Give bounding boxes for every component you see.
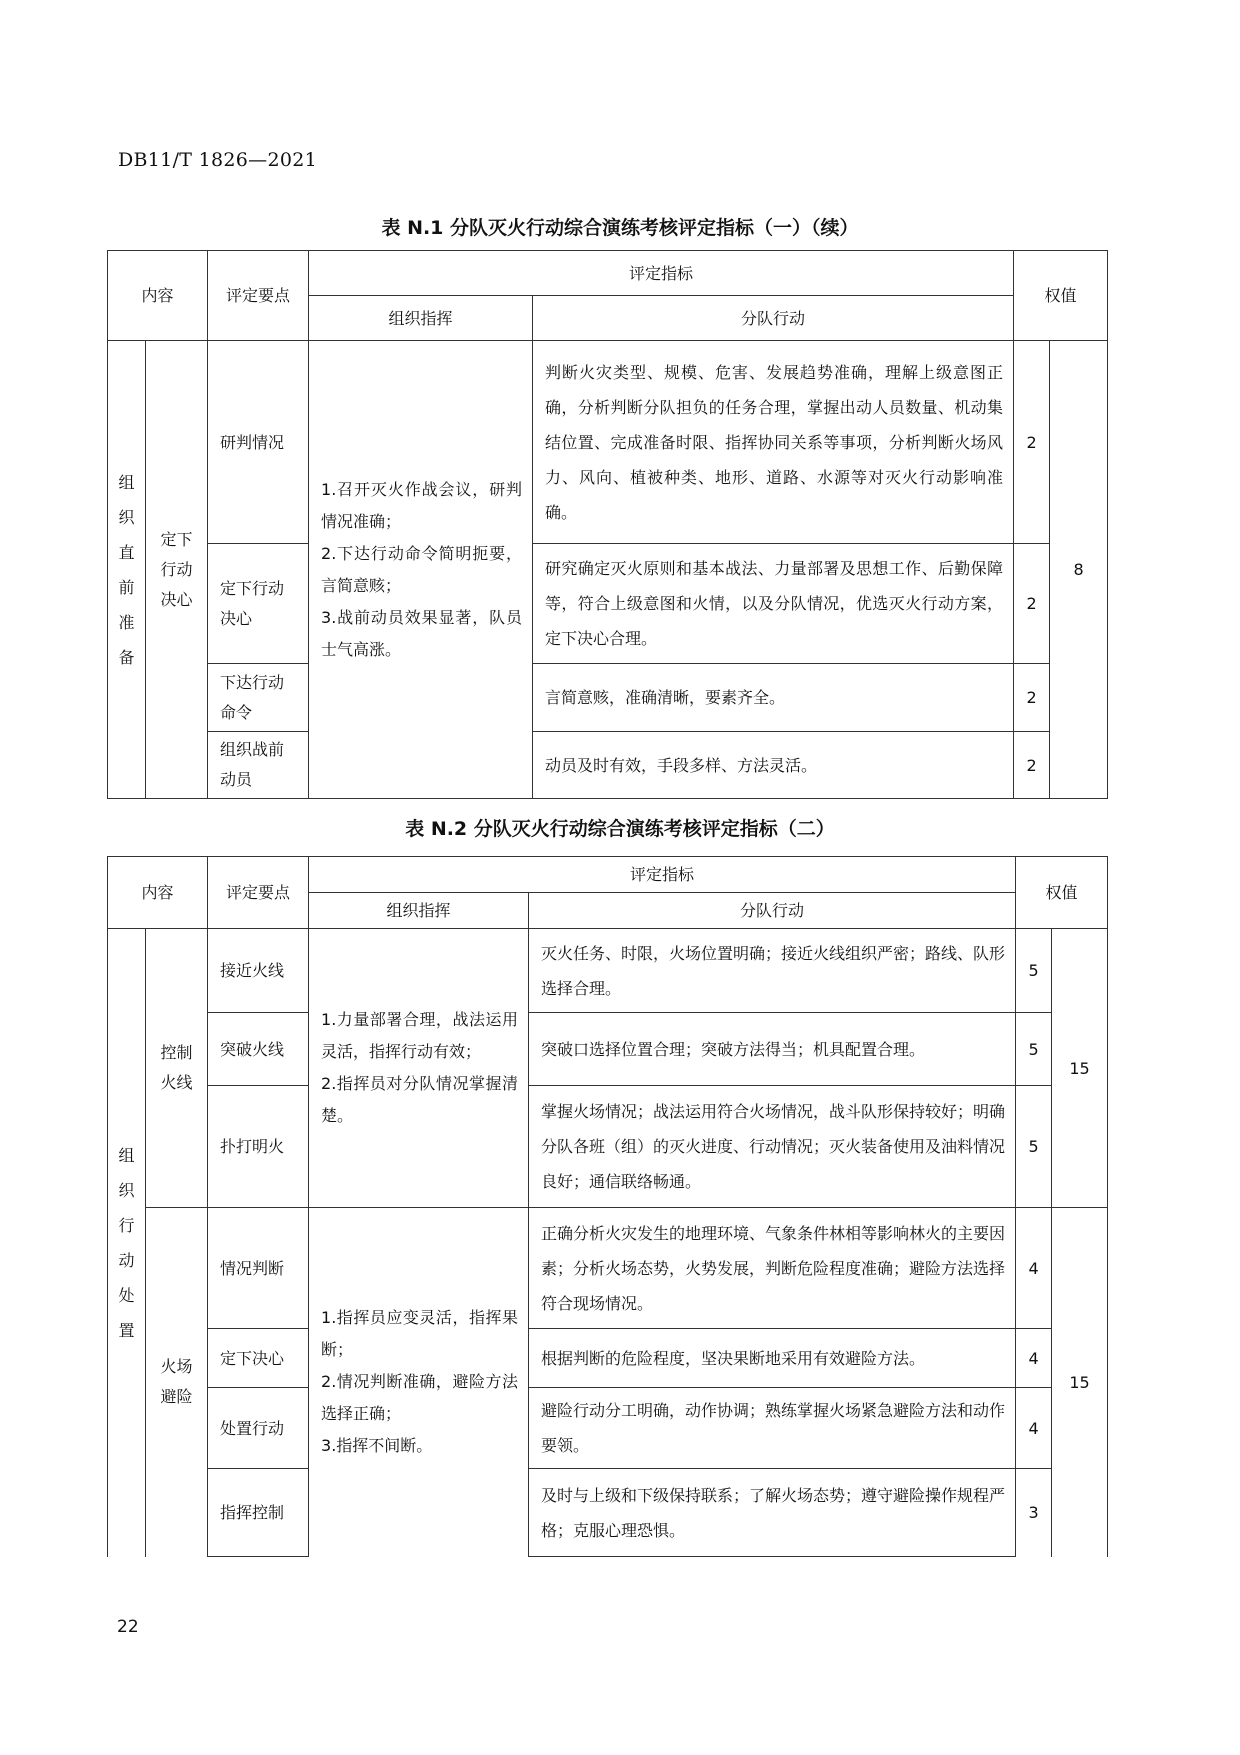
table2-action: 及时与上级和下级保持联系；了解火场态势；遵守避险操作规程严格；克服心理恐惧。 <box>529 1469 1016 1557</box>
table1-action: 言简意赅，准确清晰，要素齐全。 <box>533 664 1014 732</box>
table2-group-weight: 15 <box>1052 929 1108 1208</box>
table2-action: 掌握火场情况；战法运用符合火场情况，战斗队形保持较好；明确分队各班（组）的灭火进度、行动情况；灭火装备使用及油料情况良好；通信联络畅通。 <box>529 1086 1016 1208</box>
table2-action: 灭火任务、时限，火场位置明确；接近火线组织严密；路线、队形选择合理。 <box>529 929 1016 1013</box>
table1-point: 研判情况 <box>208 341 309 544</box>
table1-score: 2 <box>1014 732 1050 799</box>
table1-header-org-command: 组织指挥 <box>309 296 533 341</box>
table1-header-indicators: 评定指标 <box>309 251 1014 296</box>
table1-category: 组 织 直 前 准 备 <box>108 341 146 799</box>
table1-caption: 表 N.1 分队灭火行动综合演练考核评定指标（一）（续） <box>381 217 859 239</box>
table2-action: 正确分析火灾发生的地理环境、气象条件林相等影响林火的主要因素；分析火场态势，火势发展，判断危险程度准确；避险方法选择符合现场情况。 <box>529 1208 1016 1329</box>
table2-org-command-text: 1.力量部署合理，战法运用灵活，指挥行动有效； 2.指挥员对分队情况掌握清楚。 <box>309 929 529 1208</box>
table1-point: 组织战前 动员 <box>208 732 309 799</box>
table2-action: 突破口选择位置合理；突破方法得当；机具配置合理。 <box>529 1013 1016 1086</box>
table1-header-key-points: 评定要点 <box>208 251 309 341</box>
table1-group-weight: 8 <box>1050 341 1108 799</box>
table2-point: 定下决心 <box>208 1329 309 1388</box>
table2-header-weight: 权值 <box>1016 857 1108 929</box>
table2-header-content: 内容 <box>108 857 208 929</box>
table1-score: 2 <box>1014 341 1050 544</box>
table1-score: 2 <box>1014 664 1050 732</box>
table2-score: 4 <box>1016 1208 1052 1329</box>
table2-point: 突破火线 <box>208 1013 309 1086</box>
table1 <box>107 250 1108 799</box>
table2-org-command-text: 1.指挥员应变灵活，指挥果断； 2.情况判断准确，避险方法选择正确； 3.指挥不间断。 <box>309 1208 529 1557</box>
table2-caption: 表 N.2 分队灭火行动综合演练考核评定指标（二） <box>405 818 835 840</box>
table1-header-unit-action: 分队行动 <box>533 296 1014 341</box>
table1-subcategory: 定下 行动 决心 <box>146 341 208 799</box>
table2-action: 避险行动分工明确，动作协调；熟练掌握火场紧急避险方法和动作要领。 <box>529 1388 1016 1469</box>
table2-header-key-points: 评定要点 <box>208 857 309 929</box>
table2 <box>107 856 1108 1557</box>
table2-point: 指挥控制 <box>208 1469 309 1557</box>
table2-group-weight: 15 <box>1052 1208 1108 1557</box>
table1-action: 研究确定灭火原则和基本战法、力量部署及思想工作、后勤保障等，符合上级意图和火情，以及分队情况，优选灭火行动方案，定下决心合理。 <box>533 544 1014 664</box>
table1-score: 2 <box>1014 544 1050 664</box>
table2-score: 3 <box>1016 1469 1052 1557</box>
table2-subcategory: 火场 避险 <box>146 1208 208 1557</box>
table2-point: 扑打明火 <box>208 1086 309 1208</box>
table1-org-command-text: 1.召开灭火作战会议，研判情况准确； 2.下达行动命令简明扼要，言简意赅； 3.战前动员效果显著，队员士气高涨。 <box>309 341 533 799</box>
table1-action: 判断火灾类型、规模、危害、发展趋势准确，理解上级意图正确，分析判断分队担负的任务合理，掌握出动人员数量、机动集结位置、完成准备时限、指挥协同关系等事项，分析判断火场风力、风向、植被种类、地形、道路、水源等对灭火行动影响准确。 <box>533 341 1014 544</box>
table2-header-unit-action: 分队行动 <box>529 893 1016 929</box>
table2-score: 5 <box>1016 1086 1052 1208</box>
table1-action: 动员及时有效，手段多样、方法灵活。 <box>533 732 1014 799</box>
table1-header-content: 内容 <box>108 251 208 341</box>
table2-category: 组 织 行 动 处 置 <box>108 929 146 1557</box>
table2-score: 5 <box>1016 1013 1052 1086</box>
page-number: 22 <box>117 1617 139 1637</box>
table2-score: 4 <box>1016 1329 1052 1388</box>
table2-header-indicators: 评定指标 <box>309 857 1016 893</box>
table1-point: 下达行动 命令 <box>208 664 309 732</box>
table2-action: 根据判断的危险程度，坚决果断地采用有效避险方法。 <box>529 1329 1016 1388</box>
document-code: DB11/T 1826—2021 <box>118 149 317 171</box>
table2-subcategory: 控制 火线 <box>146 929 208 1208</box>
table2-point: 处置行动 <box>208 1388 309 1469</box>
table1-point: 定下行动 决心 <box>208 544 309 664</box>
table2-header-org-command: 组织指挥 <box>309 893 529 929</box>
table2-score: 5 <box>1016 929 1052 1013</box>
table2-point: 接近火线 <box>208 929 309 1013</box>
table2-point: 情况判断 <box>208 1208 309 1329</box>
table1-header-weight: 权值 <box>1014 251 1108 341</box>
table2-score: 4 <box>1016 1388 1052 1469</box>
